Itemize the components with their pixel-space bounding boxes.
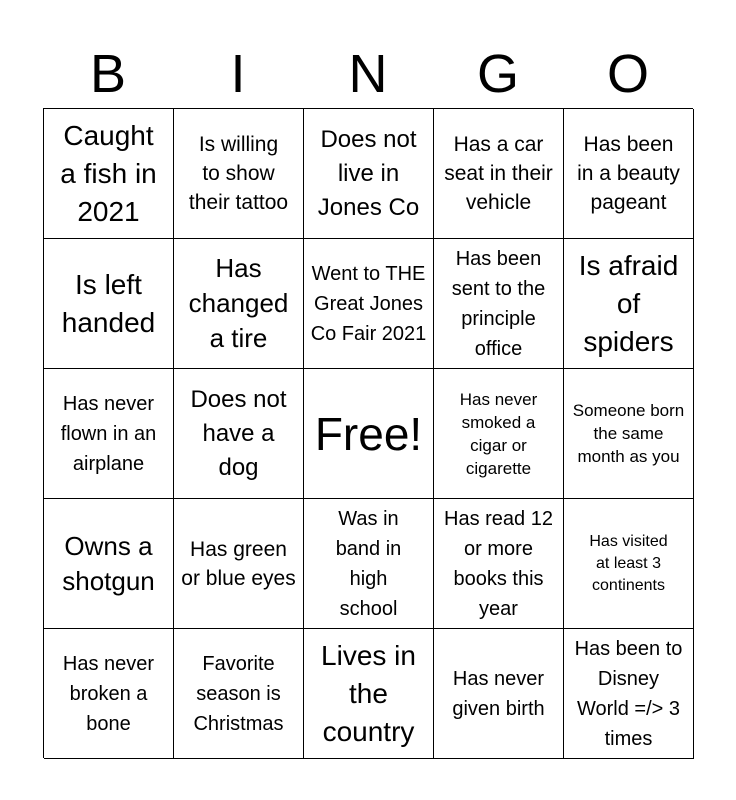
cell-text: Has a car seat in their vehicle: [444, 133, 553, 214]
cell-text: Does not live in Jones Co: [317, 125, 420, 221]
bingo-card-grid: [43, 108, 693, 758]
cell-text: Has been to Disney World =/> 3 times: [574, 637, 683, 750]
cell-text: Has read 12 or more books this year: [444, 507, 553, 620]
cell-text: Is left handed: [61, 268, 156, 338]
cell-text: Has never flown in an airplane: [60, 392, 157, 475]
cell-text: Has visited at least 3 continents: [589, 532, 668, 594]
bingo-cell[interactable]: [304, 629, 434, 759]
bingo-cell[interactable]: [304, 499, 434, 629]
free-space-text: Free!: [314, 407, 423, 460]
bingo-cell[interactable]: [174, 629, 304, 759]
cell-text: Owns a shotgun: [62, 530, 155, 596]
bingo-cell[interactable]: [564, 499, 694, 629]
bingo-cell[interactable]: [44, 369, 174, 499]
bingo-cell[interactable]: [564, 239, 694, 369]
cell-text: Has never given birth: [452, 667, 545, 720]
cell-text: Lives in the country: [321, 639, 416, 747]
bingo-cell[interactable]: [174, 239, 304, 369]
bingo-cell[interactable]: [304, 109, 434, 239]
bingo-cell[interactable]: [434, 369, 564, 499]
header-letter-i: I: [230, 44, 246, 104]
bingo-cell[interactable]: [564, 109, 694, 239]
cell-text: Has never broken a bone: [62, 652, 155, 735]
bingo-cell[interactable]: [564, 369, 694, 499]
cell-text: Went to THE Great Jones Co Fair 2021: [310, 262, 427, 345]
bingo-cell[interactable]: [174, 109, 304, 239]
header-letter-o: O: [606, 44, 649, 104]
bingo-cell[interactable]: [304, 239, 434, 369]
cell-text: Has been sent to the principle office: [451, 247, 546, 360]
bingo-cell[interactable]: [564, 629, 694, 759]
cell-text: Has green or blue eyes: [181, 537, 296, 590]
bingo-cell[interactable]: [44, 239, 174, 369]
cell-text: Is afraid of spiders: [578, 249, 679, 357]
cell-text: Is willing to show their tattoo: [188, 133, 289, 214]
bingo-cell[interactable]: [434, 239, 564, 369]
free-space[interactable]: [304, 369, 434, 499]
cell-text: Someone born the same month as you: [572, 401, 685, 466]
cell-text: Does not have a dog: [190, 385, 287, 481]
bingo-cell[interactable]: [434, 629, 564, 759]
header-letter-n: N: [348, 44, 388, 104]
bingo-cell[interactable]: [44, 109, 174, 239]
header-letter-b: B: [89, 44, 127, 104]
bingo-cell[interactable]: [434, 109, 564, 239]
cell-text: Has been in a beauty pageant: [577, 133, 680, 214]
bingo-cell[interactable]: [174, 499, 304, 629]
bingo-cell[interactable]: [434, 499, 564, 629]
cell-text: Caught a fish in 2021: [60, 119, 157, 227]
bingo-cell[interactable]: [44, 629, 174, 759]
cell-text: Was in band in high school: [335, 507, 402, 620]
bingo-cell[interactable]: [44, 499, 174, 629]
bingo-cell[interactable]: [174, 369, 304, 499]
header-letter-g: G: [476, 44, 519, 104]
cell-text: Has changed a tire: [188, 253, 289, 353]
bingo-header: [43, 40, 693, 108]
cell-text: Favorite season is Christmas: [193, 652, 284, 735]
cell-text: Has never smoked a cigar or cigarette: [459, 389, 538, 478]
